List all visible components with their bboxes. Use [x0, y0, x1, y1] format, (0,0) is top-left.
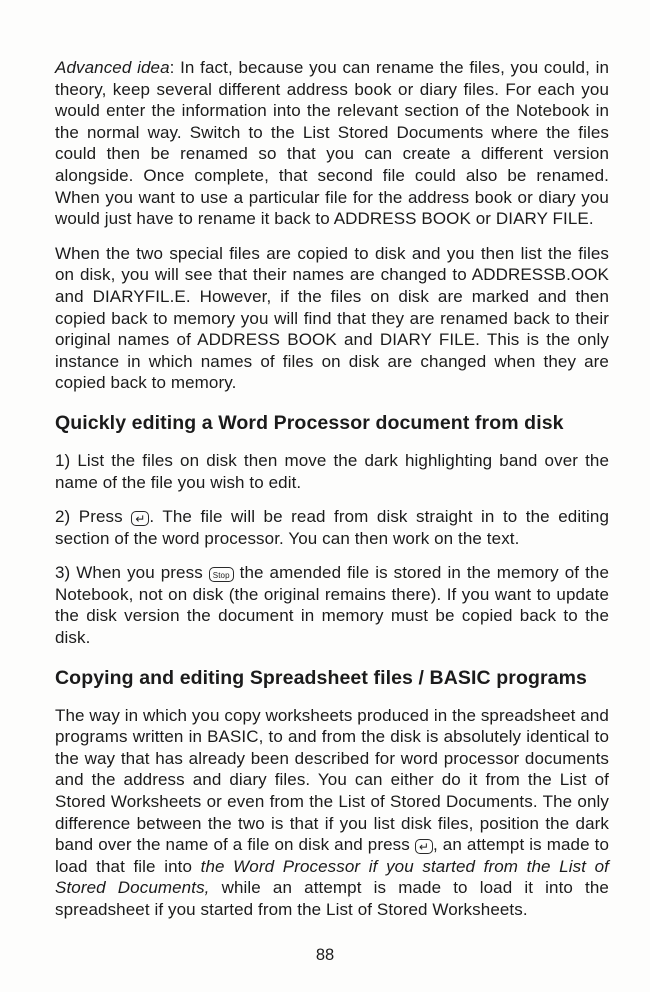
return-key-glyph: ↵ — [418, 840, 429, 855]
copying-text-pre: The way in which you copy worksheets produced in the spreadsheet and programs written in BASIC, to and from the disk is absolutely identical to the way that has already been described for word processor documents and the address and diary files. You can either do it from the List of Stored Worksheets or even from the List of Stored Documents. The only difference between the two is that if you list disk files, position the dark band over the name of a file on disk and press — [55, 705, 609, 855]
heading-copying-spreadsheet: Copying and editing Spreadsheet files / BASIC programs — [55, 666, 587, 689]
return-key-icon — [415, 839, 433, 854]
step-2-text-post: . The file will be read from disk straight in to the editing section of the word processor. You can then work on the text. — [55, 507, 610, 548]
stop-key-icon — [209, 567, 234, 582]
copying-text-italic: the Word Processor if you started from the List of Stored Documents, — [55, 856, 609, 898]
paragraph-advanced-idea — [55, 57, 609, 230]
heading-quick-editing: Quickly editing a Word Processor document from disk — [55, 411, 564, 434]
return-key-icon — [131, 511, 149, 526]
step-3-text-pre: 3) When you press — [55, 563, 209, 583]
copying-text-post: while an attempt is made to load it into the spreadsheet if you started from the List of Stored Worksheets. — [55, 878, 609, 919]
stop-key-label: Stop — [212, 571, 230, 581]
step-3 — [55, 562, 609, 648]
step-2-text-pre: 2) Press — [55, 507, 132, 527]
paragraph-special-files: When the two special files are copied to disk and you then list the files on disk, you will see that their names are changed to ADDRESSB.OOK and DIARYFIL.E. However, if the files on disk are marked and then copied back to memory you will find that they are renamed back to their original names of ADDRESS BOOK and DIARY FILE. This is the only instance in which names of files on disk are changed when they are copied back to memory. — [55, 243, 609, 393]
paragraph-copying — [55, 705, 609, 921]
return-key-glyph: ↵ — [135, 512, 146, 527]
step-1: 1) List the files on disk then move the dark highlighting band over the name of the file you wish to edit. — [55, 450, 609, 492]
copying-text-mid: , an attempt is made to load that file into — [55, 835, 609, 876]
page-number: 88 — [315, 946, 335, 964]
advanced-idea-body: : In fact, because you can rename the files, you could, in theory, keep several different address book or diary files. For each you would enter the information into the relevant section of the Notebook in the normal way. Switch to the List Stored Documents where the files could then be renamed so that you can create a different version alongside. Once complete, that second file could also be renamed. When you want to use a particular file for the address book or diary you would just have to rename it back to ADDRESS BOOK or DIARY FILE. — [55, 58, 609, 229]
step-3-text-post: the amended file is stored in the memory of the Notebook, not on disk (the original remains there). If you want to update the disk version the document in memory must be copied back to the disk. — [55, 563, 610, 648]
step-2 — [55, 506, 609, 549]
advanced-idea-lead: Advanced idea — [55, 58, 170, 77]
